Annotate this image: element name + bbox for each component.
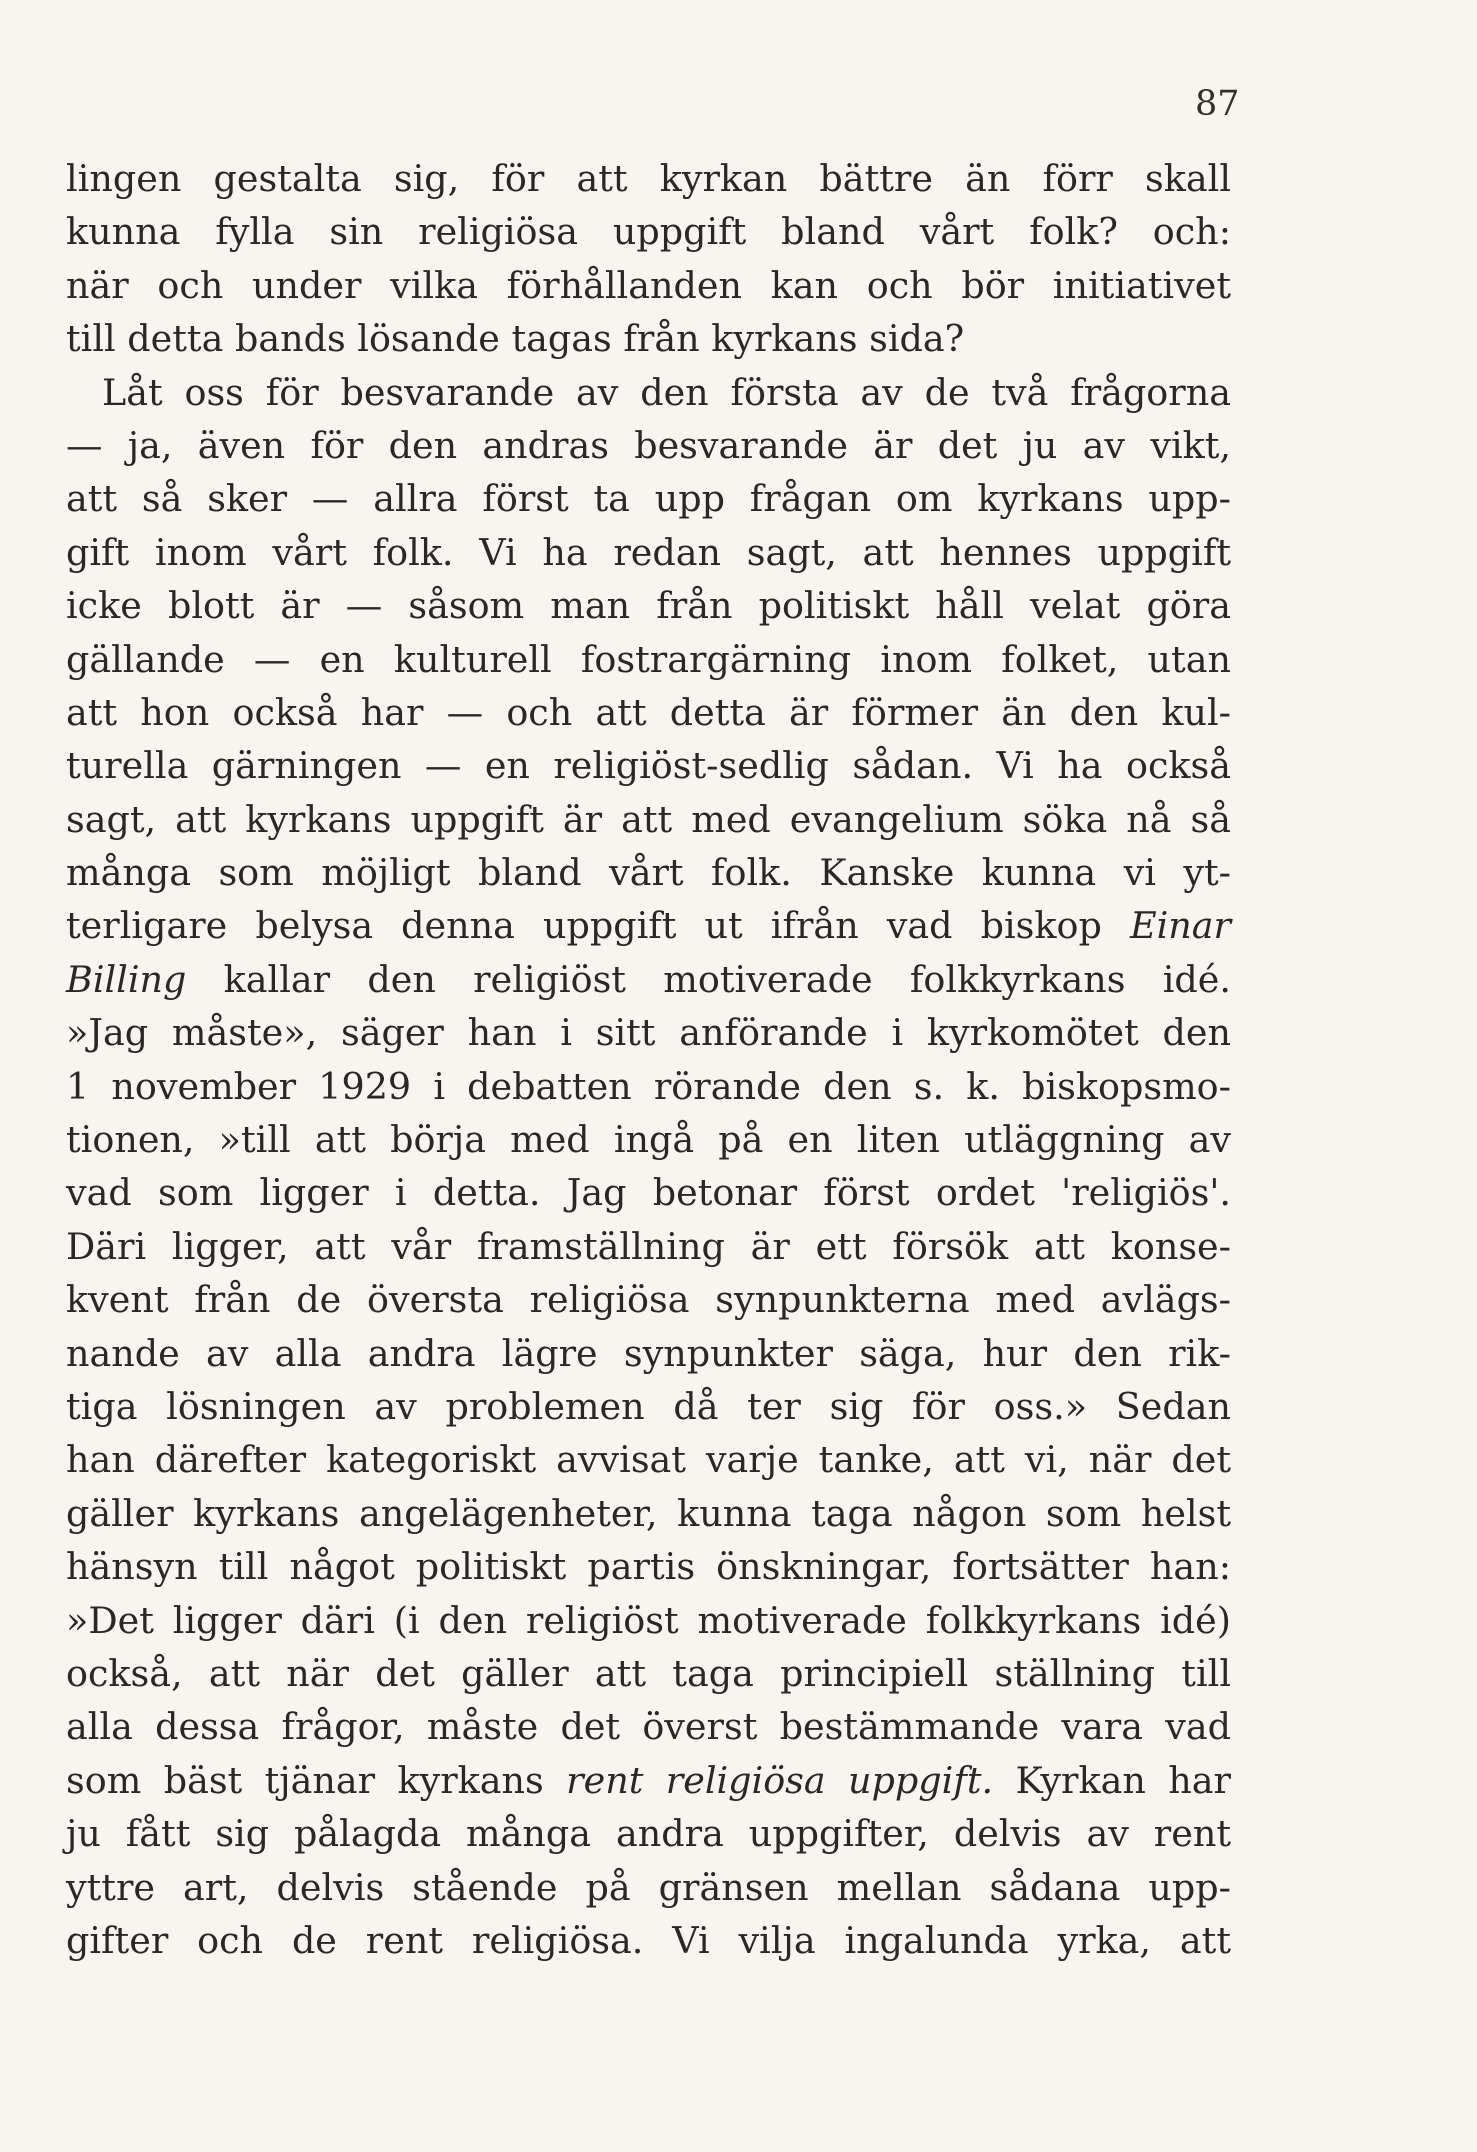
text-line: många som möjligt bland vårt folk. Kanske kunna vi yt- [66,851,1231,895]
text-line: ju fått sig pålagda många andra uppgifter, delvis av rent [66,1812,1231,1856]
text-line: tionen, »till att börja med ingå på en liten utläggning av [66,1118,1231,1162]
text-segment: Kyrkan har [993,1758,1231,1802]
italic-segment: Einar [1129,904,1231,948]
text-line: Låt oss för besvarande av den första av de två frågorna [102,370,1231,414]
text-line: icke blott är — såsom man från politiskt håll velat göra [66,584,1231,628]
page-number: 87 [1195,84,1240,124]
text-line: också, att när det gäller att taga principiell ställning till [66,1651,1231,1695]
body-text [66,152,1231,1967]
text-line: 1 november 1929 i debatten rörande den s. k. biskopsmo- [66,1064,1231,1108]
text-line: Däri ligger, att vår framställning är ett försök att konse- [66,1224,1231,1268]
text-line: nande av alla andra lägre synpunkter säga, hur den rik- [66,1331,1231,1375]
text-line: »Jag måste», säger han i sitt anförande i kyrkomötet den [66,1011,1231,1055]
italic-segment: Billing [66,957,187,1001]
text-line: turella gärningen — en religiöst-sedlig sådan. Vi ha också [66,744,1231,788]
text-line [66,899,1231,952]
text-line: kunna fylla sin religiösa uppgift bland vårt folk? och: [66,210,1231,254]
text-segment: som bäst tjänar kyrkans [66,1758,567,1802]
text-line: yttre art, delvis stående på gränsen mellan sådana upp- [66,1865,1231,1909]
italic-segment: rent religiösa uppgift. [566,1758,994,1802]
text-line: gifter och de rent religiösa. Vi vilja ingalunda yrka, att [66,1918,1231,1962]
text-line [66,1754,1231,1807]
text-line: »Det ligger däri (i den religiöst motiverade folkkyrkans idé) [66,1598,1231,1642]
text-line: kvent från de översta religiösa synpunkterna med avlägs- [66,1278,1231,1322]
text-segment: terligare belysa denna uppgift ut ifrån vad biskop [66,904,1130,948]
text-line: att hon också har — och att detta är förmer än den kul- [66,690,1231,734]
text-line: hänsyn till något politiskt partis önskningar, fortsätter han: [66,1545,1231,1589]
text-line: vad som ligger i detta. Jag betonar först ordet 'religiös'. [66,1171,1231,1215]
text-line [66,953,1231,1006]
text-segment: kallar den religiöst motiverade folkkyrkans idé. [186,957,1231,1001]
text-line: gällande — en kulturell fostrargärning inom folket, utan [66,637,1231,681]
text-line: tiga lösningen av problemen då ter sig för oss.» Sedan [66,1384,1231,1428]
text-line: till detta bands lösande tagas från kyrkans sida? [66,317,965,361]
text-line: gift inom vårt folk. Vi ha redan sagt, att hennes uppgift [66,530,1231,574]
text-line: när och under vilka förhållanden kan och bör initiativet [66,263,1231,307]
text-line: sagt, att kyrkans uppgift är att med evangelium söka nå så [66,797,1231,841]
text-line: att så sker — allra först ta upp frågan om kyrkans upp- [66,477,1231,521]
text-line: alla dessa frågor, måste det överst bestämmande vara vad [66,1705,1231,1749]
text-line: han därefter kategoriskt avvisat varje tanke, att vi, när det [66,1438,1231,1482]
text-line: lingen gestalta sig, för att kyrkan bättre än förr skall [66,157,1231,200]
text-line: — ja, även för den andras besvarande är det ju av vikt, [66,423,1231,467]
text-line: gäller kyrkans angelägenheter, kunna taga någon som helst [66,1491,1231,1535]
